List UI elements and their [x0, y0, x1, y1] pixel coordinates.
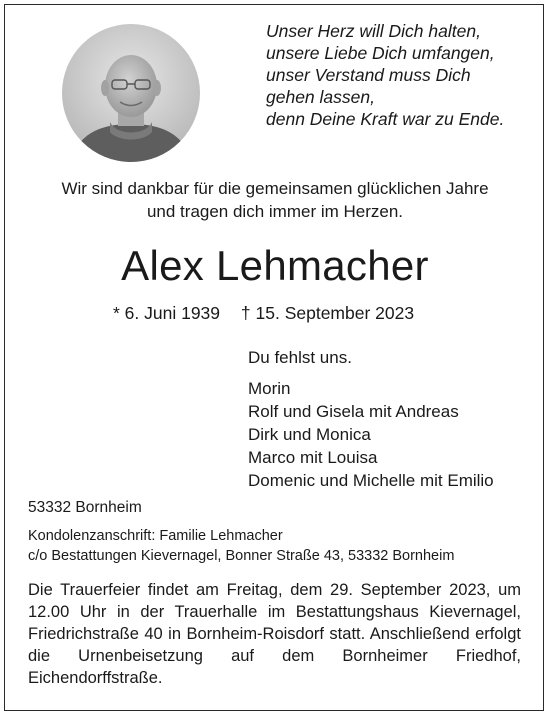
condolence-line: c/o Bestattungen Kievernagel, Bonner Straße 43, 53332 Bornheim [28, 548, 455, 564]
poem-line: denn Deine Kraft war zu Ende. [266, 109, 505, 129]
gratitude-statement [0, 177, 550, 223]
condolence-address [28, 526, 538, 566]
poem-line: Unser Herz will Dich halten, [266, 21, 481, 41]
family-member: Marco mit Louisa [248, 448, 378, 467]
family-member: Dirk und Monica [248, 425, 371, 444]
gratitude-line: Wir sind dankbar für die gemeinsamen glücklichen Jahre [61, 179, 489, 198]
portrait-illustration [62, 24, 200, 162]
city-line: 53332 Bornheim [28, 499, 142, 516]
portrait-photo [62, 24, 200, 162]
family-intro: Du fehlst uns. [248, 348, 352, 367]
gratitude-line: und tragen dich immer im Herzen. [146, 202, 404, 221]
family-member: Domenic und Michelle mit Emilio [248, 471, 494, 490]
memorial-poem [266, 20, 536, 130]
poem-line: gehen lassen, [266, 87, 375, 107]
birth-date: * 6. Juni 1939 [113, 303, 221, 323]
death-date: † 15. September 2023 [240, 303, 415, 323]
family-list [248, 346, 543, 492]
family-member: Morin [248, 379, 291, 398]
deceased-name: Alex Lehmacher [121, 242, 429, 289]
poem-line: unsere Liebe Dich umfangen, [266, 43, 495, 63]
life-dates [113, 302, 414, 324]
family-member: Rolf und Gisela mit Andreas [248, 402, 459, 421]
poem-line: unser Verstand muss Dich [266, 65, 471, 85]
condolence-line: Kondolenzanschrift: Familie Lehmacher [28, 528, 283, 544]
funeral-service-details: Die Trauerfeier findet am Freitag, dem 29. September 2023, um 12.00 Uhr in der Trauerhalle im Bestattungshaus Kievernagel, Friedrichstraße 40 in Bornheim-Roisdorf statt. Anschließend erfolgt die Urnenbeisetzung auf dem Bornheimer Friedhof, Eichendorffstraße. [28, 581, 521, 687]
